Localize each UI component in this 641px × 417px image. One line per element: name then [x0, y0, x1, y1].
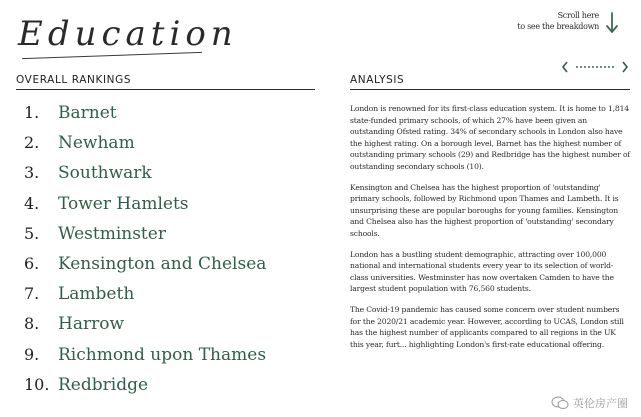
chevron-left-icon — [561, 61, 569, 73]
ranking-item — [24, 194, 266, 224]
carousel-dots — [576, 66, 614, 68]
rank-number: 9. — [24, 344, 40, 364]
rankings-list — [24, 103, 266, 405]
ranking-item — [24, 375, 266, 405]
rank-number: 2. — [24, 133, 40, 153]
ranking-item — [24, 133, 266, 163]
rank-number: 8. — [24, 314, 40, 334]
next-button[interactable] — [619, 60, 631, 74]
rank-number: 7. — [24, 284, 40, 304]
analysis-paragraph: London has a bustling student demographic, attracting over 100,000 national and international students every year to its selection of world-class universities. Westminster has now overtaken Camden to have the largest student population with 76,560 students. — [350, 249, 614, 294]
carousel-nav — [559, 60, 631, 74]
borough-name: Harrow — [58, 314, 124, 335]
rank-number: 10. — [24, 374, 50, 394]
ranking-item — [24, 163, 266, 193]
analysis-divider — [350, 89, 630, 90]
rankings-divider — [16, 89, 315, 90]
rank-number: 6. — [24, 253, 40, 273]
analysis-body — [350, 103, 631, 359]
analysis-paragraph: The Covid-19 pandemic has caused some concern over student numbers for the 2020/21 academic year. However, according to UCAS, London still has the highest number of applicants compared to all regions in the UK this year, furt... highlighting London's first-rate educational offering. — [350, 304, 624, 349]
ranking-item — [24, 224, 266, 254]
borough-name: Barnet — [58, 103, 117, 123]
analysis-paragraph: Kensington and Chelsea has the highest proportion of 'outstanding' primary schools, followed by Richmond upon Thames and Lambeth. It is unsurprising these are popular boroughs for young families. Kensington and Chelsea also has the highest proportion of 'outstanding' secondary schools. — [350, 182, 619, 238]
borough-name: Southwark — [58, 163, 152, 184]
borough-name: Kensington and Chelsea — [58, 253, 267, 274]
ranking-item — [24, 345, 266, 375]
borough-name: Lambeth — [58, 284, 135, 305]
borough-name: Newham — [58, 133, 135, 154]
chevron-right-icon — [621, 61, 629, 73]
prev-button[interactable] — [559, 60, 571, 74]
borough-name: Richmond upon Thames — [58, 344, 267, 365]
rank-number: 4. — [24, 193, 40, 213]
analysis-paragraph: London is renowned for its first-class education system. It is home to 1,814 state-funded primary schools, of which 27% have been given an outstanding Ofsted rating. 34% of secondary schools in London also have the highest rating. On a borough level, Barnet has the highest number of outstanding primary schools (29) and Redbridge has the highest number of outstanding secondary schools (10). — [350, 104, 631, 171]
rank-number: 1. — [24, 103, 40, 122]
ranking-item — [24, 254, 266, 284]
borough-name: Redbridge — [58, 374, 149, 395]
ranking-item — [24, 284, 266, 314]
watermark — [548, 394, 631, 412]
rank-number: 3. — [24, 163, 40, 183]
analysis-heading: ANALYSIS — [350, 74, 405, 86]
scroll-hint-line-1: Scroll here — [557, 11, 599, 20]
watermark-text: 英伦房产圈 — [573, 397, 628, 410]
ranking-item — [24, 314, 266, 344]
wechat-icon — [551, 396, 569, 410]
scroll-hint-line-2: to see the breakdown — [517, 22, 599, 31]
borough-name: Tower Hamlets — [58, 193, 189, 214]
ranking-item — [24, 103, 266, 133]
rank-number: 5. — [24, 223, 40, 243]
arrow-down-icon[interactable] — [605, 12, 619, 34]
borough-name: Westminster — [58, 223, 166, 244]
scroll-hint[interactable] — [509, 8, 629, 68]
rankings-heading: OVERALL RANKINGS — [16, 74, 132, 86]
page-title: Education — [18, 14, 238, 54]
scroll-hint-text — [517, 10, 599, 32]
